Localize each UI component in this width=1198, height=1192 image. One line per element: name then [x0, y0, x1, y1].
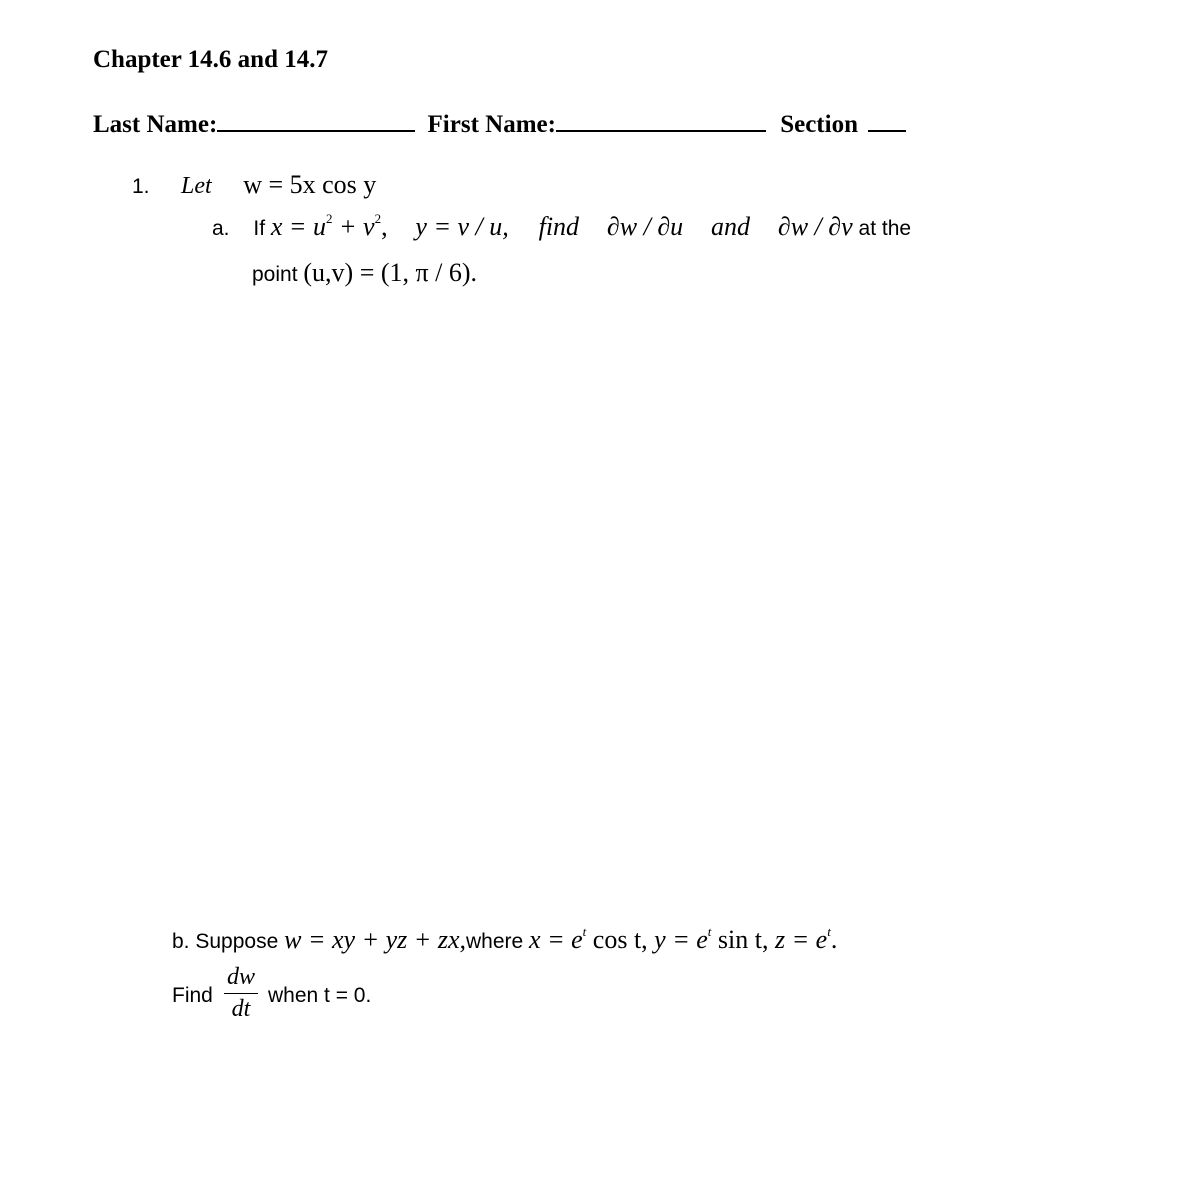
part-a-label: a.	[212, 217, 230, 240]
problem-1-statement	[132, 170, 376, 200]
w-definition: w = xy + yz + zx,	[284, 925, 466, 954]
section-blank[interactable]	[868, 108, 906, 132]
when-condition: when t = 0.	[268, 984, 372, 1007]
section-label: Section	[780, 111, 858, 138]
last-name-blank[interactable]	[217, 108, 415, 132]
partial-w-u: ∂w / ∂u	[606, 212, 684, 241]
function-definition: w = 5x cos y	[243, 170, 377, 199]
y-definition: y = v / u,	[415, 212, 509, 241]
part-b-line1	[172, 925, 837, 955]
let-word: Let	[181, 173, 212, 199]
fraction-numerator: dw	[224, 964, 258, 994]
at-the-text: at the	[858, 217, 912, 240]
point-word: point	[252, 263, 298, 286]
first-name-blank[interactable]	[556, 108, 766, 132]
fraction-denominator: dt	[231, 996, 251, 1022]
x-definition: $x = u^2 + v^2$,	[270, 211, 388, 241]
derivative-fraction	[224, 964, 258, 1023]
problem-number: 1.	[132, 175, 150, 198]
last-name-label: Last Name:	[93, 111, 218, 138]
name-fields-row	[93, 108, 906, 139]
where-word: where	[465, 930, 524, 953]
first-name-label: First Name:	[427, 111, 556, 138]
find-word: find	[538, 212, 580, 241]
part-a-line1	[212, 212, 911, 242]
part-b-label: b. Suppose	[172, 930, 279, 953]
point-value: (u,v) = (1, π / 6).	[303, 258, 478, 287]
and-word: and	[711, 212, 751, 241]
page-title: Chapter 14.6 and 14.7	[93, 46, 328, 73]
if-word: If	[253, 217, 266, 240]
find-word-b: Find	[172, 984, 213, 1007]
parametric-definitions: $x = e^t$ cos t, $y = e^t$ sin t, $z = e^t$.	[529, 924, 838, 954]
partial-w-v: ∂w / ∂v	[777, 212, 853, 241]
part-a-line2	[252, 258, 477, 288]
